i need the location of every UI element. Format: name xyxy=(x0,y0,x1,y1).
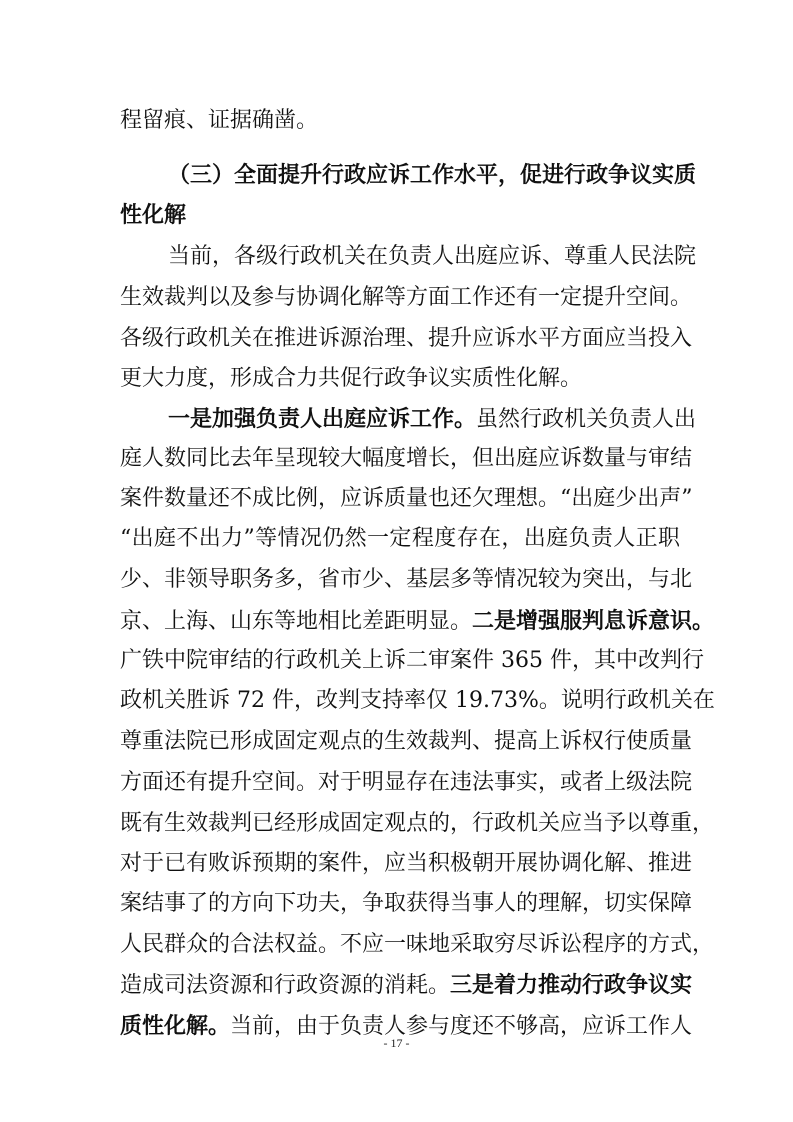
text-line xyxy=(120,283,693,313)
text-segment: 广铁中院审结的行政机关上诉二审案件 365 件，其中改判行 xyxy=(120,648,704,673)
text-line xyxy=(120,242,697,272)
text-segment: 尊重法院已形成固定观点的生效裁判、提高上诉权行使质量 xyxy=(120,729,693,754)
text-segment: 更大力度，形成合力共促行政争议实质性化解。 xyxy=(120,366,583,391)
text-line xyxy=(120,524,680,554)
text-line xyxy=(120,200,680,231)
text-line xyxy=(120,484,693,514)
bold-text-segment: 质性化解。 xyxy=(120,1013,231,1039)
text-segment: 少、非领导职务多，省市少、基层多等情况较为突出，与北 xyxy=(120,567,693,592)
text-segment: 案结事了的方向下功夫，争取获得当事人的理解，切实保障 xyxy=(120,891,693,916)
text-line xyxy=(120,404,697,435)
text-line xyxy=(120,849,693,879)
text-line xyxy=(120,606,715,637)
page-number: - 17 - xyxy=(383,1036,410,1050)
text-line xyxy=(120,809,715,839)
bold-text-segment: 二是增强服判息诉意识。 xyxy=(472,608,715,634)
text-line xyxy=(120,889,693,919)
text-segment: 对于已有败诉预期的案件，应当积极朝开展协调化解、推进 xyxy=(120,851,693,876)
text-segment: 虽然行政机关负责人出 xyxy=(476,407,697,432)
text-line xyxy=(120,970,693,1001)
text-segment: 当前，各级行政机关在负责人出庭应诉、尊重人民法院 xyxy=(168,244,697,269)
text-segment: 生效裁判以及参与协调化解等方面工作还有一定提升空间。 xyxy=(120,285,693,310)
text-segment: 人民群众的合法权益。不应一味地采取穷尽诉讼程序的方式， xyxy=(120,932,715,957)
text-line xyxy=(120,106,680,136)
text-line xyxy=(120,727,693,757)
text-line xyxy=(120,646,704,676)
text-line xyxy=(120,364,680,394)
text-line xyxy=(120,930,715,960)
text-line xyxy=(120,444,693,474)
bold-text-segment: （三）全面提升行政应诉工作水平，促进行政争议实质 xyxy=(168,162,697,188)
text-segment: 各级行政机关在推进诉源治理、提升应诉水平方面应当投入 xyxy=(120,326,693,351)
text-segment: 方面还有提升空间。对于明显存在违法事实，或者上级法院 xyxy=(120,770,693,795)
text-line xyxy=(120,768,693,798)
text-line xyxy=(120,324,693,354)
text-line xyxy=(120,565,693,595)
text-line xyxy=(120,686,715,716)
text-segment: 既有生效裁判已经形成固定观点的，行政机关应当予以尊重， xyxy=(120,811,715,836)
text-segment: 程留痕、证据确凿。 xyxy=(120,108,319,133)
text-segment: 京、上海、山东等地相比差距明显。 xyxy=(120,609,473,634)
bold-text-segment: 性化解 xyxy=(120,202,187,228)
text-segment: 政机关胜诉 72 件，改判支持率仅 19.73%。说明行政机关在 xyxy=(120,688,715,713)
bold-text-segment: 一是加强负责人出庭应诉工作。 xyxy=(168,406,477,432)
text-segment: “出庭不出力”等情况仍然一定程度存在，出庭负责人正职 xyxy=(120,526,680,551)
text-segment: 造成司法资源和行政资源的消耗。 xyxy=(120,973,451,998)
text-line xyxy=(120,160,697,191)
bold-text-segment: 三是着力推动行政争议实 xyxy=(450,972,693,998)
text-segment: 当前，由于负责人参与度还不够高，应诉工作人 xyxy=(230,1014,693,1039)
text-segment: 案件数量还不成比例，应诉质量也还欠理想。“出庭少出声” xyxy=(120,486,693,511)
text-segment: 庭人数同比去年呈现较大幅度增长，但出庭应诉数量与审结 xyxy=(120,446,693,471)
